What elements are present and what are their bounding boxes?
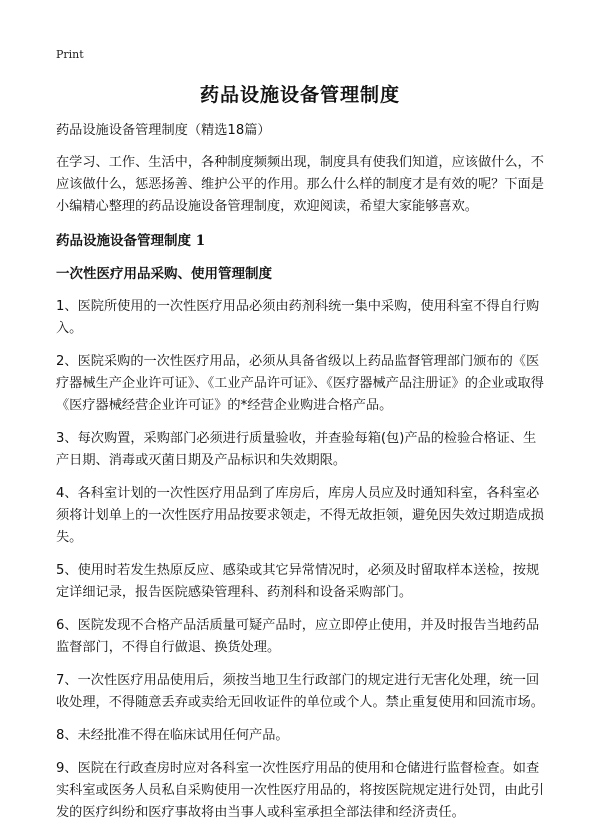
- regulation-item: 2、医院采购的一次性医疗用品，必须从具备省级以上药品监督管理部门颁布的《医疗器械生产企业许可证》、《工业产品许可证》、《医疗器械产品注册证》的企业或取得《医疗器械经营企业许可证》的*经营企业购进合格产品。: [56, 354, 544, 413]
- regulation-item: 3、每次购置，采购部门必须进行质量验收，并查验每箱(包)产品的检验合格证、生产日期、消毒或灭菌日期及产品标识和失效期限。: [56, 431, 537, 468]
- intro-paragraph: 在学习、工作、生活中，各种制度频频出现，制度具有使我们知道，应该做什么，不应该做什么，惩恶扬善、维护公平的作用。那么什么样的制度才是有效的呢？下面是小编精心整理的药品设施设备管理制度，欢迎阅读，希望大家能够喜欢。: [56, 155, 544, 214]
- document-body: [56, 120, 549, 835]
- page-title: 药品设施设备管理制度: [199, 84, 400, 106]
- regulation-list: [56, 296, 549, 824]
- regulation-item: 4、各科室计划的一次性医疗用品到了库房后，库房人员应及时通知科室，各科室必须将计划单上的一次性医疗用品按要求领走，不得无故拒领，避免因失效过期造成损失。: [56, 486, 544, 545]
- regulation-item: 8、未经批准不得在临床试用任何产品。: [56, 728, 289, 743]
- sub-heading: 一次性医疗用品采购、使用管理制度: [56, 266, 272, 282]
- regulation-item: 5、使用时若发生热原反应、感染或其它异常情况时，必须及时留取样本送检，按规定详细记录，报告医院感染管理科、药剂科和设备采购部门。: [56, 563, 540, 600]
- section-heading: 药品设施设备管理制度 1: [56, 233, 206, 249]
- print-link[interactable]: Print: [56, 48, 84, 61]
- regulation-item: 7、一次性医疗用品使用后，须按当地卫生行政部门的规定进行无害化处理，统一回收处理，不得随意丢弃或卖给无回收证件的单位或个人。禁止重复使用和回流市场。: [56, 673, 544, 710]
- regulation-item: 9、医院在行政查房时应对各科室一次性医疗用品的使用和仓储进行监督检查。如查实科室或医务人员私自采购使用一次性医疗用品的，将按医院规定进行处罚，由此引发的医疗纠纷和医疗事故将由当事人或科室承担全部法律和经济责任。: [56, 761, 544, 820]
- document-subtitle: 药品设施设备管理制度（精选18篇）: [56, 123, 271, 138]
- regulation-item: 1、医院所使用的一次性医疗用品必须由药剂科统一集中采购，使用科室不得自行购入。: [56, 299, 540, 336]
- regulation-item: 6、医院发现不合格产品活质量可疑产品时，应立即停止使用，并及时报告当地药品监督部门，不得自行做退、换货处理。: [56, 618, 540, 655]
